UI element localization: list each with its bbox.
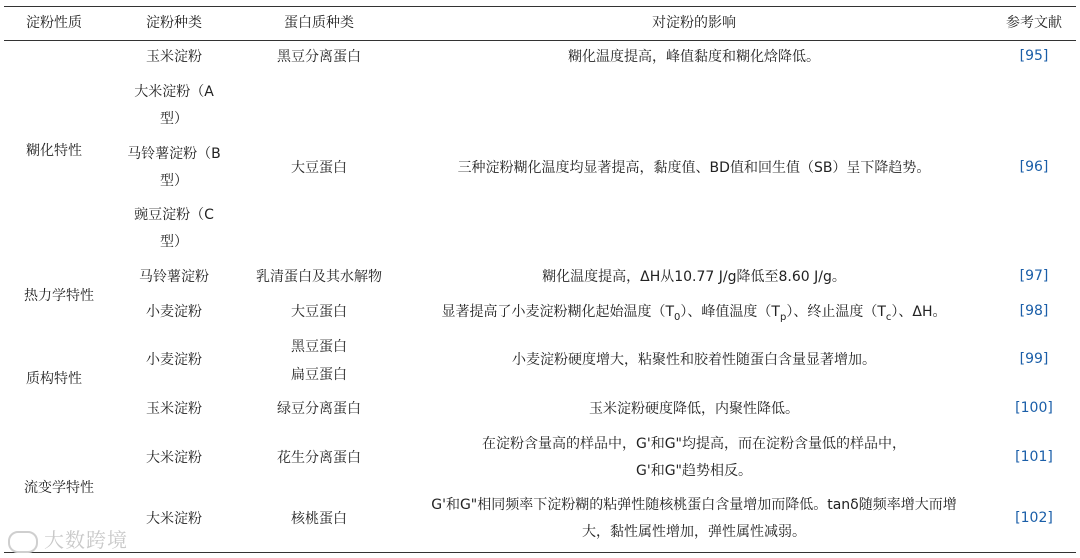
table-row-96-starch-c: 豌豆淀粉（C bbox=[134, 207, 214, 223]
table-row-98-starch: 小麦淀粉 bbox=[146, 304, 202, 320]
table-row-99-effect: 小麦淀粉硬度增大，粘聚性和胶着性随蛋白含量显著增加。 bbox=[512, 352, 876, 368]
effect-98-sub-p: p bbox=[779, 311, 787, 323]
table-row-102-effect-line-2: 大，黏性属性增加，弹性属性减弱。 bbox=[582, 524, 806, 540]
effect-98-sub-0: 0 bbox=[674, 311, 681, 323]
effect-98-part-4: ）、ΔH。 bbox=[891, 304, 947, 320]
group-thermal: 热力学特性 bbox=[24, 288, 94, 304]
table-row-102-starch: 大米淀粉 bbox=[146, 511, 202, 527]
watermark-logo-icon bbox=[8, 531, 38, 553]
reference-link-97[interactable]: [97] bbox=[1019, 268, 1049, 284]
table-row-102-protein: 核桃蛋白 bbox=[291, 511, 347, 527]
watermark-text: 大数跨境 bbox=[44, 528, 128, 552]
top-rule bbox=[4, 6, 1076, 7]
reference-link-101[interactable]: [101] bbox=[1015, 449, 1053, 465]
table-row-96-starch-b: 马铃薯淀粉（B bbox=[127, 146, 221, 162]
group-rheology: 流变学特性 bbox=[24, 480, 94, 496]
table-row-97-effect: 糊化温度提高，ΔH从10.77 J/g降低至8.60 J/g。 bbox=[542, 269, 846, 285]
table-row-96-effect: 三种淀粉糊化温度均显著提高，黏度值、BD值和回生值（SB）呈下降趋势。 bbox=[457, 160, 931, 176]
table-row-96-starch-c-suffix: 型） bbox=[160, 234, 188, 250]
effect-98-part-2: ）、峰值温度（T bbox=[680, 304, 780, 320]
reference-link-95[interactable]: [95] bbox=[1019, 48, 1049, 64]
table-row-102-effect-line-1: G'和G"相同频率下淀粉糊的粘弹性随核桃蛋白含量增加而降低。tanδ随频率增大而增 bbox=[431, 497, 957, 513]
effect-98-sub-c: c bbox=[885, 311, 892, 323]
table-row-99-starch: 小麦淀粉 bbox=[146, 352, 202, 368]
header-protein-type: 蛋白质种类 bbox=[284, 15, 354, 31]
header-effect: 对淀粉的影响 bbox=[652, 15, 736, 31]
table-row-95-protein: 黑豆分离蛋白 bbox=[277, 49, 361, 65]
reference-link-96[interactable]: [96] bbox=[1019, 159, 1049, 175]
bottom-rule bbox=[4, 552, 1076, 553]
effect-98-part-3: ）、终止温度（T bbox=[786, 304, 886, 320]
table-row-99-protein-1: 黑豆蛋白 bbox=[291, 339, 347, 355]
table-row-95-effect: 糊化温度提高，峰值黏度和糊化焓降低。 bbox=[568, 49, 820, 65]
table-row-101-effect-line-1: 在淀粉含量高的样品中，G'和G"均提高，而在淀粉含量低的样品中， bbox=[482, 436, 906, 452]
table-row-99-protein-2: 扁豆蛋白 bbox=[291, 367, 347, 383]
effect-98-part-1: 显著提高了小麦淀粉糊化起始温度（T bbox=[441, 304, 675, 320]
table-row-96-starch-a: 大米淀粉（A bbox=[134, 84, 214, 100]
table-row-101-starch: 大米淀粉 bbox=[146, 450, 202, 466]
table-row-97-starch: 马铃薯淀粉 bbox=[139, 269, 209, 285]
group-gelatinization: 糊化特性 bbox=[26, 143, 82, 159]
reference-link-100[interactable]: [100] bbox=[1015, 400, 1053, 416]
table-row-101-protein: 花生分离蛋白 bbox=[277, 450, 361, 466]
table-row-96-starch-b-suffix: 型） bbox=[160, 173, 188, 189]
header-reference: 参考文献 bbox=[1006, 15, 1062, 31]
table-row-100-starch: 玉米淀粉 bbox=[146, 401, 202, 417]
header-starch-type: 淀粉种类 bbox=[146, 15, 202, 31]
table-row-96-protein: 大豆蛋白 bbox=[291, 160, 347, 176]
table-row-100-protein: 绿豆分离蛋白 bbox=[277, 401, 361, 417]
table-row-97-protein: 乳清蛋白及其水解物 bbox=[256, 269, 382, 285]
table-row-96-starch-a-suffix: 型） bbox=[160, 111, 188, 127]
table-row-101-effect-line-2: G'和G"趋势相反。 bbox=[636, 463, 752, 479]
table-row-95-starch: 玉米淀粉 bbox=[146, 49, 202, 65]
reference-link-98[interactable]: [98] bbox=[1019, 303, 1049, 319]
header-rule bbox=[4, 40, 1076, 41]
table-row-98-effect bbox=[394, 299, 994, 326]
reference-link-102[interactable]: [102] bbox=[1015, 510, 1053, 526]
reference-link-99[interactable]: [99] bbox=[1019, 351, 1049, 367]
table-row-100-effect: 玉米淀粉硬度降低，内聚性降低。 bbox=[589, 401, 799, 417]
header-starch-property: 淀粉性质 bbox=[26, 15, 82, 31]
group-texture: 质构特性 bbox=[26, 371, 82, 387]
table-row-98-protein: 大豆蛋白 bbox=[291, 304, 347, 320]
watermark bbox=[8, 524, 128, 553]
